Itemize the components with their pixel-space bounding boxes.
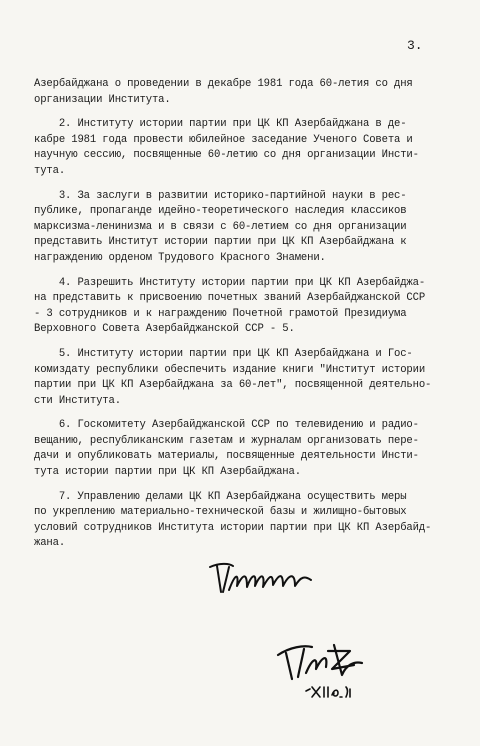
paragraph-item-5 xyxy=(34,347,444,409)
text-line: 5. Институту истории партии при ЦК КП Азербайджана и Гос- xyxy=(34,347,413,360)
text-line: дачи и опубликовать материалы, посвященные деятельности Инсти- xyxy=(34,450,419,463)
text-line: 4. Разрешить Институту истории партии при ЦК КП Азербайджа- xyxy=(34,276,426,289)
text-line: - 3 сотрудников и к награждению Почетной грамотой Президиума xyxy=(34,307,407,320)
text-line: сти Института. xyxy=(34,394,121,407)
text-line: Азербайджана о проведении в декабре 1981 года 60-летия со дня xyxy=(34,78,413,90)
text-line: тута истории партии при ЦК КП Азербайджана. xyxy=(34,466,301,479)
text-line: марксизма-ленинизма и в связи с 60-летием со дня организации xyxy=(34,220,407,233)
paragraph-item-7 xyxy=(34,490,444,552)
page-number: 3. xyxy=(407,38,423,53)
text-line: Верховного Совета Азербайджанской ССР - 5. xyxy=(34,323,295,336)
paragraph-intro xyxy=(34,77,444,108)
paragraph-item-6 xyxy=(34,418,444,480)
text-line: жана. xyxy=(34,537,66,550)
text-line: публике, пропаганде идейно-теоретического наследия классиков xyxy=(34,205,407,218)
text-line: 6. Госкомитету Азербайджанской ССР по телевидению и радио- xyxy=(34,419,419,432)
text-line: условий сотрудников Института истории партии при ЦК КП Азербайд- xyxy=(34,521,432,534)
text-line: представить Институт истории партии при ЦК КП Азербайджана к xyxy=(34,236,407,249)
text-line: организации Института. xyxy=(34,93,171,106)
text-line: вещанию, республиканским газетам и журналам организовать пере- xyxy=(34,434,419,447)
text-line: награждению орденом Трудового Красного Знамени. xyxy=(34,251,326,264)
text-line: 3. За заслуги в развитии историко-партийной науки в рес- xyxy=(34,189,407,202)
text-line: партии при ЦК КП Азербайджана за 60-лет", посвященной деятельно- xyxy=(34,379,432,392)
text-line: тута. xyxy=(34,164,66,177)
decree-body xyxy=(34,77,444,561)
handwritten-annotation xyxy=(276,635,376,705)
text-line: 2. Институту истории партии при ЦК КП Азербайджана в де- xyxy=(34,118,407,131)
paragraph-item-2 xyxy=(34,117,444,179)
text-line: научную сессию, посвященные 60-летию со дня организации Инсти- xyxy=(34,149,419,162)
text-line: 7. Управлению делами ЦК КП Азербайджана осуществить меры xyxy=(34,490,407,503)
paragraph-item-4 xyxy=(34,276,444,338)
paragraph-item-3 xyxy=(34,189,444,267)
text-line: по укреплению материально-технической базы и жилищно-бытовых xyxy=(34,506,407,519)
text-line: кабре 1981 года провести юбилейное заседание Ученого Совета и xyxy=(34,133,413,146)
text-line: на представить к присвоению почетных званий Азербайджанской ССР xyxy=(34,292,426,305)
signature xyxy=(207,560,317,598)
text-line: комиздату республики обеспечить издание книги "Институт истории xyxy=(34,363,426,376)
